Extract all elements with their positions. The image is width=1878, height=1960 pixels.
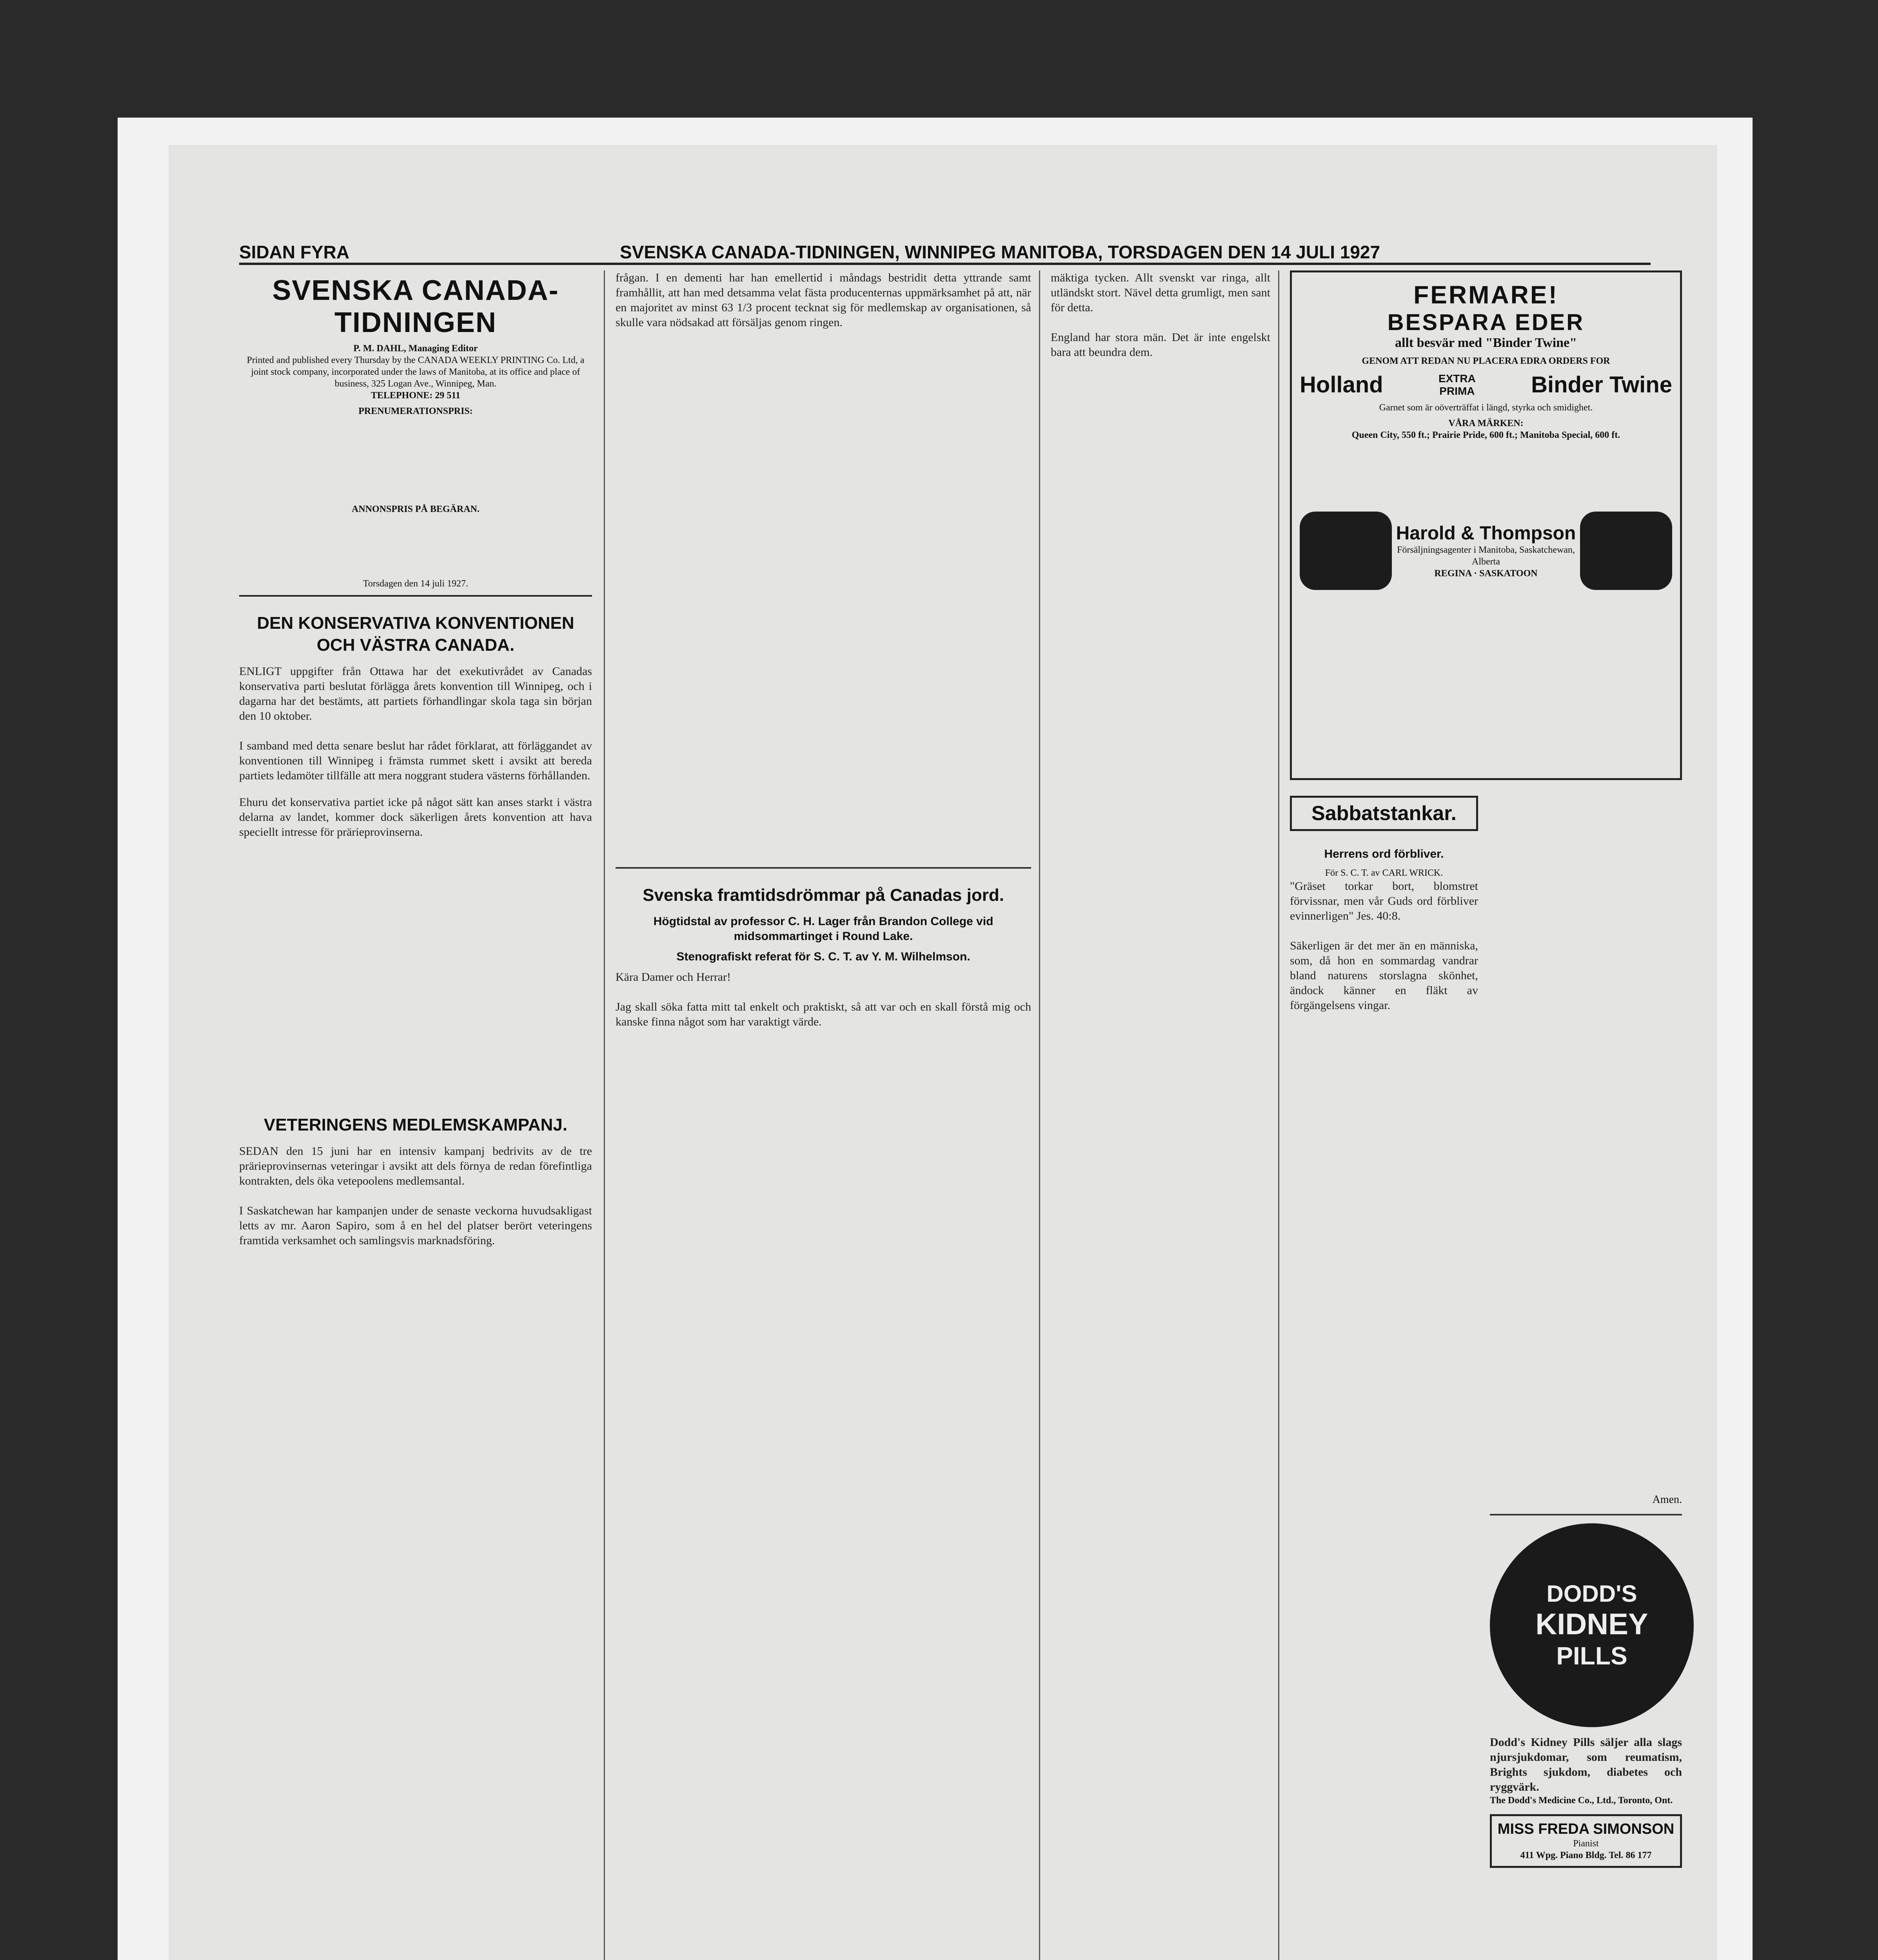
ad-brands-line: Queen City, 550 ft.; Prairie Pride, 600 ft.; Manitoba Special, 600 ft. (1351, 430, 1620, 440)
ad-extra: EXTRA (1438, 372, 1476, 385)
article-body-framtidsdrommar: Kära Damer och Herrar! Jag skall söka fatta mitt tal enkelt och praktiskt, så att var och en skall förstå mig och kanske finna något som har varaktigt värde. (616, 971, 1031, 1028)
issue-date: Torsdagen den 14 juli 1927. (363, 579, 469, 589)
sabbat-subtitle: Herrens ord förbliver. (1324, 848, 1444, 860)
twine-barrel-icon (1580, 512, 1672, 590)
column-1 (239, 270, 595, 1960)
article-subtitle-lager: Högtidstal av professor C. H. Lager från Brandon College vid midsommartinget i Round Lake. (653, 915, 993, 943)
column-rule (1278, 270, 1279, 1960)
article-body-konvention-2: Ehuru det konservativa partiet icke på något sätt kan anses starkt i västra delarna av landet, kommer dock säkerligen årets konvention att hava speciellt intresse för prärieprovinserna. (239, 796, 595, 838)
pills-top: DODD'S (1546, 1581, 1637, 1607)
masthead-telephone: TELEPHONE: 29 511 (371, 390, 461, 401)
masthead-title: SVENSKA CANADA-TIDNINGEN (272, 275, 559, 338)
column-5 (1490, 796, 1685, 1884)
ad-prima: PRIMA (1439, 385, 1475, 397)
sabbat-title: Sabbatstankar. (1311, 802, 1457, 825)
column-2 (616, 270, 1034, 1960)
ad-desc: Garnet som är oöverträffat i längd, styrka och smidighet. (1379, 403, 1593, 413)
newspaper-page (169, 145, 1717, 1960)
pills-text: Dodd's Kidney Pills säljer alla slags njursjukdomar, som reumatism, Brights sjukdom, diabetes och ryggvärk. (1490, 1736, 1685, 1793)
article-body-veteringen: SEDAN den 15 juni har en intensiv kampanj bedrivits av de tre prärieprovinsernas veteringar i avsikt att dels förnya de redan förefintliga kontrakten, dels öka vetepoolens medlemsantal. I Saskatchewan har kampanjen under de senaste veckorna huvudsakligast letts av mr. Aaron Sapiro, som å en hel del platser berört veteringens framtida verksamhet och samlingsvis marknadsföring. (239, 1145, 592, 1247)
ad-brands-heading: VÅRA MÄRKEN: (1448, 418, 1524, 428)
article-byline-wilhelmson: Stenografiskt referat för S. C. T. av Y. M. Wilhelmson. (676, 950, 970, 963)
masthead-editor: P. M. DAHL, Managing Editor (353, 343, 478, 354)
column-4 (1290, 796, 1478, 1884)
article-title-veteringen: VETERINGENS MEDLEMSKAMPANJ. (263, 1115, 568, 1134)
ad-brand-holland: Holland (1300, 372, 1383, 397)
ad-tagline: allt besvär med "Binder Twine" (1395, 336, 1577, 350)
sabbat-closing: Amen. (1652, 1494, 1682, 1506)
ad-simonson-role: Pianist (1573, 1838, 1599, 1849)
sabbat-byline: För S. C. T. av CARL WRICK. (1325, 868, 1443, 878)
ad-binder-twine (1290, 270, 1682, 780)
dodds-pills-box (1490, 1523, 1694, 1727)
sabbat-body: "Gräset torkar bort, blomstret förvissnar, men vår Guds ord förbliver evinnerligen" Jes. 40:8. Säkerligen är det mer än en människa, som, då hon en sommardag vandrar bland naturens storslagna skönhet, ändock känner en fläkt av förgängelsens vingar. (1290, 880, 1478, 1012)
twine-barrel-icon (1300, 512, 1392, 590)
newspaper-dateline: SVENSKA CANADA-TIDNINGEN, WINNIPEG MANITOBA, TORSDAGEN DEN 14 JULI 1927 (620, 242, 1380, 262)
ad-subtitle: BESPARA EDER (1387, 310, 1585, 335)
prices-heading: PRENUMERATIONSPRIS: (358, 406, 473, 416)
pills-name: KIDNEY (1535, 1608, 1648, 1641)
pills-bottom: PILLS (1556, 1642, 1627, 1670)
article-title-konvention: DEN KONSERVATIVA KONVENTIONEN OCH VÄSTRA CANADA. (257, 613, 574, 655)
ad-binder-twine-label: Binder Twine (1531, 372, 1672, 397)
article-body-continued: frågan. I en dementi har han emellertid i måndags bestridit detta yttrande samt framhållit, att han med detsamma velat fästa producenternas uppmärksamhet på att, när en majoritet av minst 63 1/3 procent tecknat sig för medlemskap av organisationen, så skulle vara nödsakad att försäljas genom ringen. (616, 271, 1034, 329)
column-3 (1051, 270, 1270, 1960)
masthead-imprint: Printed and published every Thursday by the CANADA WEEKLY PRINTING Co. Ltd, a joint stock company, incorporated under the laws of Manitoba, at its office and place of business, 325 Logan Ave., Winnipeg, Man. (247, 355, 585, 389)
ad-company: Harold & Thompson (1396, 523, 1576, 544)
ads-heading: ANNONSPRIS PÅ BEGÄRAN. (351, 504, 480, 514)
ad-simonson-address: 411 Wpg. Piano Bldg. Tel. 86 177 (1520, 1850, 1652, 1860)
article-body-konvention-1: ENLIGT uppgifter från Ottawa har det exekutivrådet av Canadas konservativa parti beslutat förlägga årets konvention till Winnipeg, och i dagarna har det bestämts, att partiets förhandlingar skola taga sin början den 10 oktober. I samband med detta senare beslut har rådet förklarat, att förläggandet av konventionen till Winnipeg i främsta rummet skett i avsikt att bereda partiets ledamöter tillfälle att mera noggrant studera västerns förhållanden. (239, 665, 592, 782)
column-rule (1039, 270, 1040, 1960)
ad-line: GENOM ATT REDAN NU PLACERA EDRA ORDERS FOR (1362, 356, 1610, 366)
masthead (239, 274, 592, 597)
ad-title: FERMARE! (1413, 281, 1558, 309)
column-rule (604, 270, 605, 1960)
page-number: SIDAN FYRA (239, 242, 350, 262)
article-title-framtidsdrommar: Svenska framtidsdrömmar på Canadas jord. (643, 886, 1004, 905)
page-header (239, 235, 1651, 265)
ad-simonson-name: MISS FREDA SIMONSON (1497, 1821, 1675, 1837)
ad-company-sub: Försäljningsagenter i Manitoba, Saskatchewan, Alberta (1397, 544, 1575, 567)
pills-company: The Dodd's Medicine Co., Ltd., Toronto, Ont. (1490, 1795, 1673, 1806)
right-section (1290, 270, 1685, 1960)
ad-cities: REGINA · SASKATOON (1434, 568, 1538, 579)
article-body-column-3: mäktiga tycken. Allt svenskt var ringa, allt utländskt stort. Nävel detta grumligt, men sant för detta. England har stora män. Det är inte engelskt bara att beundra dem. (1051, 271, 1270, 359)
